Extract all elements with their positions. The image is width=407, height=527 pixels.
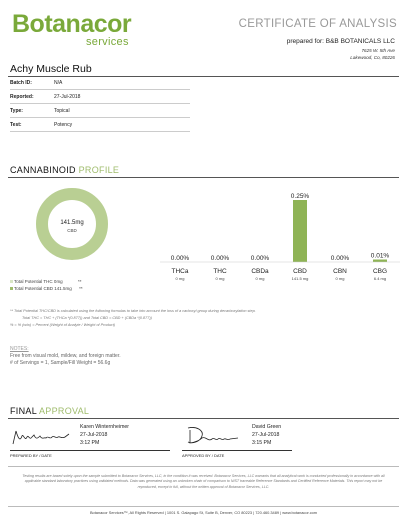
approved-by-name: David Green: [252, 424, 282, 430]
info-label: Test:: [10, 122, 22, 128]
legend-mark: **: [79, 286, 83, 291]
product-name: Achy Muscle Rub: [10, 63, 92, 75]
legend-thc-text: Total Potential THC 0mg: [14, 279, 63, 284]
amount-label-cbd: 141.5 mg: [291, 276, 309, 281]
legend-cbd-swatch: [10, 287, 13, 290]
notes-line-1: Free from visual mold, mildew, and foreign matter.: [10, 353, 121, 359]
heading-accent: APPROVAL: [38, 406, 90, 416]
category-label-cbn: CBN: [333, 268, 347, 275]
category-label-thc: THC: [213, 268, 227, 275]
amount-label-cbg: 6.4 mg: [373, 276, 387, 281]
info-row-test: [10, 118, 190, 132]
formula-note-1: ** Total Potential THC/CBD is calculated using the following formulas to take into account the loss of a carboxyl group during decarboxylation step.: [10, 309, 256, 313]
value-label-thc: 0.00%: [210, 255, 230, 262]
value-label-thca: 0.00%: [170, 255, 190, 262]
donut-label: CBD: [67, 228, 77, 233]
prepared-by-label: PREPARED BY / DATE: [10, 453, 52, 458]
info-value: Topical: [54, 108, 70, 114]
footer-text: Botanacor Services™, All Rights Reserved | 1001 S. Galapago St, Suite B, Denver, CO 80223 | 720.460.3489 | www.botanacor.com: [89, 510, 318, 515]
legend-thc-swatch: [10, 280, 13, 283]
cbd-donut-chart: [34, 186, 110, 262]
logo-sub-text: services: [86, 36, 129, 48]
info-label: Reported:: [10, 94, 34, 100]
final-approval-heading: [10, 406, 89, 416]
prepared-signature: [10, 426, 72, 448]
amount-label-thca: 0 mg: [175, 276, 185, 281]
category-label-cbd: CBD: [293, 268, 307, 275]
heading-accent: PROFILE: [78, 165, 120, 175]
amount-label-thc: 0 mg: [215, 276, 225, 281]
approved-signature: [182, 424, 244, 448]
value-label-cbda: 0.00%: [250, 255, 270, 262]
value-label-cbg: 0.01%: [370, 252, 390, 260]
info-value: 27-Jul-2018: [54, 94, 81, 100]
amount-label-cbda: 0 mg: [255, 276, 265, 281]
approved-by-date: 27-Jul-2018: [252, 432, 280, 438]
legend-thc: [10, 279, 81, 284]
value-label-cbd: 0.25%: [290, 193, 310, 200]
row-divider: [10, 131, 190, 132]
category-label-cbg: CBG: [372, 268, 388, 275]
donut-svg: [34, 186, 110, 262]
footer-divider: [8, 506, 399, 507]
legend-mark: **: [77, 279, 82, 284]
info-value: Potency: [54, 122, 73, 128]
approved-signature-line: [182, 450, 292, 451]
disclaimer-divider: [8, 466, 399, 467]
approval-divider: [8, 418, 399, 419]
info-label: Batch ID:: [10, 80, 32, 86]
info-value: N/A: [54, 80, 63, 86]
formula-note-2: Total THC = THC + (THCa *(0.877)) and Total CBD = CBD + (CBDa *(0.877)): [22, 316, 152, 320]
heading-main: FINAL: [10, 406, 37, 416]
category-label-cbda: CBDa: [251, 268, 269, 275]
info-row-type: [10, 104, 190, 118]
prepared-by-date: 27-Jul-2018: [80, 432, 108, 438]
value-label-cbn: 0.00%: [330, 255, 350, 262]
bar-cbd: [293, 200, 307, 262]
prepared-by-time: 3:12 PM: [80, 440, 100, 446]
notes-line-2: # of Servings = 1, Sample/Fill Weight = 56.6g: [10, 360, 111, 366]
info-row-batch: [10, 76, 190, 90]
info-row-reported: [10, 90, 190, 104]
profile-divider: [8, 177, 399, 178]
logo-main-text: Botanacor: [12, 10, 132, 38]
notes-title: NOTES:: [10, 346, 29, 352]
address-line-1: 7625 W. 5th Ave: [361, 48, 395, 53]
legend-cbd: [10, 286, 83, 291]
cannabinoid-bar-chart: [160, 180, 400, 290]
formula-note-3: % = % (w/w) = Percent (Weight of Analyte / Weight of Product): [10, 323, 116, 327]
donut-value: 141.5mg: [60, 220, 84, 226]
prepared-by-name: Karen Winternheimer: [80, 424, 130, 430]
approved-by-label: APPROVED BY / DATE: [182, 453, 225, 458]
legend-cbd-text: Total Potential CBD 141.5mg: [14, 286, 72, 291]
prepared-signature-line: [10, 450, 170, 451]
info-label: Type:: [10, 108, 23, 114]
cannabinoid-profile-heading: [10, 165, 119, 175]
botanacor-logo: [12, 10, 152, 50]
approved-by-time: 3:15 PM: [252, 440, 272, 446]
address-line-2: Lakewood, Co, 80226: [350, 55, 395, 60]
bar-cbg: [373, 260, 387, 262]
certificate-title: CERTIFICATE OF ANALYSIS: [238, 18, 397, 30]
amount-label-cbn: 0 mg: [335, 276, 345, 281]
heading-main: CANNABINOID: [10, 165, 76, 175]
prepared-for: prepared for: B&B BOTANICALS LLC: [286, 38, 395, 45]
category-label-thca: THCa: [171, 268, 189, 275]
disclaimer-text: Testing results are based solely upon the sample submitted to Botanacor Services, LLC, in the condition it was received. Botanacor Services, LLC warrants that all analytical work is conducted professionally in accordance with all applicable standard laboratory practices using validated methods. Data was generated using an unbroken chain of comparison to NIST traceable Reference Standards and Certified Reference Materials. This report may not be reproduced, except in full, without the written approval of Botanacor Services, LLC.: [22, 474, 385, 489]
